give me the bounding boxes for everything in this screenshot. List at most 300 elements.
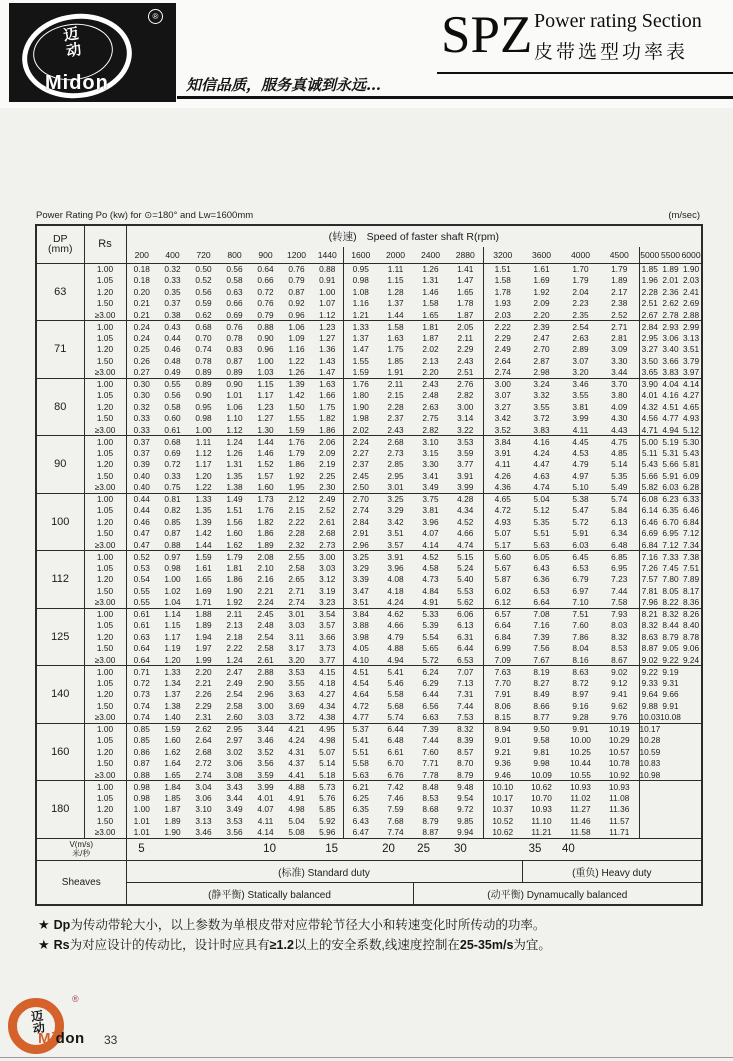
- power-value: 9.02: [600, 666, 639, 678]
- power-value: 6.02: [483, 585, 522, 597]
- power-value: 6.99: [483, 643, 522, 655]
- power-value: 0.85: [164, 516, 181, 527]
- power-value: 3.47: [343, 585, 378, 597]
- power-value: 5.58: [343, 758, 378, 770]
- power-value: 6.14: [639, 505, 660, 517]
- power-value: 0.21: [133, 309, 150, 320]
- power-value: 0.95: [195, 401, 212, 412]
- power-value: 2.13: [422, 355, 439, 366]
- power-value: 7.56: [533, 643, 550, 654]
- power-value: [639, 815, 660, 827]
- power-value: 0.89: [188, 378, 219, 390]
- power-value: 3.20: [572, 367, 589, 377]
- power-value: 0.90: [257, 332, 274, 343]
- power-value: 1.75: [319, 401, 336, 412]
- rs-value: 1.20: [84, 459, 126, 471]
- power-value: 1.76: [343, 378, 378, 390]
- power-value: 11.21: [531, 827, 552, 837]
- power-value: 10.92: [608, 769, 630, 780]
- power-value: 8.04: [572, 643, 589, 654]
- power-value: 0.64: [133, 654, 150, 665]
- power-value: 11.46: [570, 815, 591, 826]
- power-value: 3.54: [312, 608, 343, 620]
- rs-value: 1.00: [84, 551, 126, 563]
- power-value: 1.01: [133, 815, 150, 826]
- power-value: 3.07: [572, 355, 589, 366]
- power-value: 3.77: [319, 654, 336, 665]
- power-value: 8.49: [533, 689, 550, 700]
- footnote-rs: ★ Rs为对应设计的传动比，设计时应具有≥1.2以上的安全系数,线速度控制在25-35m/s为宜。: [38, 937, 551, 952]
- power-value: 0.55: [157, 378, 188, 390]
- power-value: 4.11: [483, 459, 522, 471]
- power-value: 0.56: [219, 263, 250, 275]
- power-value: 2.47: [533, 332, 550, 343]
- power-value: 1.58: [378, 321, 413, 333]
- power-value: 1.92: [226, 597, 243, 607]
- power-value: 1.59: [288, 424, 305, 435]
- power-value: 2.76: [448, 378, 483, 390]
- title-underline: [437, 72, 733, 74]
- power-value: 1.10: [226, 413, 243, 424]
- power-value: 10.00: [570, 735, 591, 746]
- power-value: 3.40: [662, 344, 679, 355]
- power-value: 2.11: [219, 608, 250, 620]
- power-value: 6.23: [660, 493, 681, 505]
- power-value: 1.60: [257, 482, 274, 492]
- power-value: 7.67: [533, 654, 550, 665]
- power-value: 5.87: [483, 574, 522, 586]
- power-value: 1.44: [195, 539, 212, 550]
- power-value: 0.69: [226, 309, 243, 320]
- power-value: 1.97: [195, 643, 212, 654]
- power-value: 2.52: [319, 505, 336, 516]
- power-value: 0.47: [133, 528, 150, 539]
- power-value: 5.84: [611, 505, 628, 516]
- power-value: 2.22: [226, 643, 243, 654]
- power-value: 8.53: [611, 643, 628, 654]
- power-value: 2.74: [195, 769, 212, 780]
- power-value: 8.63: [561, 666, 600, 678]
- power-value: 4.77: [662, 413, 679, 424]
- power-value: [681, 746, 702, 758]
- power-value: 1.99: [195, 654, 212, 665]
- power-value: 4.66: [387, 620, 404, 631]
- power-value: 0.70: [195, 332, 212, 343]
- power-value: 8.32: [448, 723, 483, 735]
- rs-value: 1.05: [84, 275, 126, 287]
- power-value: 2.72: [195, 758, 212, 769]
- power-value: 4.24: [288, 735, 305, 746]
- power-value: 3.55: [288, 677, 305, 688]
- power-value: 1.03: [257, 367, 274, 377]
- power-value: 8.87: [422, 827, 439, 837]
- power-value: 4.63: [533, 470, 550, 481]
- power-value: 1.88: [188, 608, 219, 620]
- table-row: [36, 263, 702, 275]
- power-value: 2.09: [319, 447, 336, 458]
- power-value: 5.74: [600, 493, 639, 505]
- power-value: 7.08: [522, 608, 561, 620]
- power-value: 9.85: [457, 815, 474, 826]
- power-value: 2.90: [257, 677, 274, 688]
- power-value: 9.22: [639, 666, 660, 678]
- table-row: [36, 367, 702, 379]
- power-value: [660, 792, 681, 804]
- power-value: 2.41: [682, 286, 700, 297]
- power-value: 8.57: [457, 746, 474, 757]
- power-value: 9.81: [533, 746, 550, 757]
- power-value: 1.81: [413, 321, 448, 333]
- power-value: 5.14: [611, 459, 628, 470]
- table-row: [36, 827, 702, 839]
- power-value: 2.48: [257, 620, 274, 631]
- power-value: 6.79: [572, 574, 589, 585]
- power-value: 3.14: [457, 413, 474, 424]
- power-value: 1.51: [226, 505, 243, 516]
- power-value: 1.12: [319, 309, 336, 320]
- power-value: 2.64: [483, 355, 522, 367]
- power-value: 1.62: [226, 539, 243, 550]
- power-value: 0.64: [133, 643, 150, 654]
- speed-tick: 800: [219, 247, 250, 263]
- power-value: 1.59: [157, 723, 188, 735]
- power-value: 4.93: [682, 413, 700, 424]
- power-value: 4.01: [257, 792, 274, 803]
- table-row: [36, 482, 702, 494]
- power-value: 2.43: [413, 378, 448, 390]
- speed-tick: 720: [188, 247, 219, 263]
- table-row: [36, 585, 702, 597]
- power-value: 2.63: [572, 332, 589, 343]
- table-row: [36, 470, 702, 482]
- power-value: 1.08: [343, 286, 378, 298]
- power-value: 4.94: [387, 654, 404, 665]
- rs-value: 1.00: [84, 666, 126, 678]
- power-value: 5.00: [639, 436, 660, 448]
- power-value: 0.96: [257, 344, 274, 355]
- power-value: 0.33: [133, 413, 150, 424]
- power-value: 8.77: [533, 712, 550, 722]
- power-value: 4.16: [662, 390, 679, 401]
- power-value: 0.63: [133, 631, 150, 642]
- midon-logo: [9, 3, 176, 102]
- power-value: 3.84: [343, 608, 378, 620]
- power-value: 1.90: [164, 827, 181, 837]
- velocity-value: 10: [263, 843, 276, 855]
- power-value: 9.02: [639, 654, 660, 666]
- power-value: 2.21: [257, 585, 274, 596]
- power-value: 3.03: [288, 620, 305, 631]
- rs-value: 1.20: [84, 286, 126, 298]
- power-value: 10.17: [639, 724, 660, 734]
- power-value: 6.84: [483, 631, 522, 643]
- power-value: 0.66: [257, 275, 274, 286]
- power-value: 0.72: [257, 286, 274, 297]
- table-row: [36, 378, 702, 390]
- power-value: 1.37: [164, 689, 181, 700]
- power-value: 9.54: [457, 792, 474, 803]
- power-value: 1.70: [561, 263, 600, 275]
- power-value: 4.98: [288, 804, 305, 815]
- power-value: 9.94: [457, 827, 474, 837]
- power-value: 0.98: [133, 792, 150, 803]
- power-value: 2.91: [343, 528, 378, 540]
- table-row: [36, 447, 702, 459]
- power-value: 3.80: [611, 390, 628, 401]
- power-value: 2.04: [572, 286, 589, 297]
- power-value: 8.17: [682, 585, 700, 596]
- power-value: 0.91: [319, 275, 336, 286]
- power-value: 1.11: [188, 436, 219, 448]
- power-value: 3.00: [312, 551, 343, 563]
- power-value: 1.06: [281, 321, 312, 333]
- power-value: 1.17: [257, 390, 274, 401]
- power-value: 7.70: [483, 677, 522, 689]
- power-value: 3.03: [319, 562, 336, 573]
- power-value: 3.55: [572, 390, 589, 401]
- power-value: 5.12: [533, 505, 550, 516]
- power-value: 10.59: [639, 746, 660, 757]
- power-value: 0.55: [133, 597, 150, 607]
- power-value: 6.44: [378, 723, 413, 735]
- speed-tick: 6000: [681, 247, 702, 263]
- power-value: 2.61: [257, 654, 274, 665]
- power-value: 0.69: [164, 447, 181, 458]
- power-value: 3.96: [387, 562, 404, 573]
- power-value: 4.75: [600, 436, 639, 448]
- power-value: 2.22: [288, 516, 305, 527]
- table-caption: [36, 210, 700, 221]
- power-value: 7.42: [378, 781, 413, 793]
- power-value: 11.10: [531, 815, 552, 826]
- power-value: 1.35: [226, 470, 243, 481]
- power-value: 10.93: [561, 781, 600, 793]
- power-value: 8.21: [639, 608, 660, 620]
- power-value: 3.13: [195, 815, 212, 826]
- power-value: 6.08: [639, 493, 660, 505]
- power-value: 5.73: [312, 781, 343, 793]
- speed-tick: 1440: [312, 247, 343, 263]
- power-value: 5.37: [343, 723, 378, 735]
- velocity-value: 30: [453, 843, 467, 855]
- power-value: [639, 781, 660, 793]
- power-value: 0.33: [164, 275, 181, 286]
- power-value: 10.17: [483, 792, 522, 804]
- sheaves-duty-row: [36, 860, 702, 882]
- velocity-value: 40: [561, 843, 575, 855]
- power-value: 8.27: [533, 677, 550, 688]
- power-value: 2.93: [660, 321, 681, 333]
- power-value: 0.61: [126, 608, 157, 620]
- power-value: 1.55: [288, 413, 305, 424]
- table-row: [36, 712, 702, 724]
- power-value: 10.57: [608, 746, 630, 757]
- power-value: 0.89: [195, 367, 212, 377]
- power-value: 3.30: [422, 459, 439, 470]
- power-value: 6.48: [611, 539, 628, 550]
- power-value: [660, 723, 681, 735]
- power-value: 8.79: [662, 631, 679, 642]
- power-value: 2.29: [483, 332, 522, 344]
- power-value: 1.95: [288, 482, 305, 492]
- power-value: 1.60: [226, 528, 243, 539]
- power-value: 1.00: [164, 574, 181, 585]
- power-value: 4.52: [413, 551, 448, 563]
- power-value: 0.66: [226, 298, 243, 309]
- power-value: 11.58: [570, 827, 591, 837]
- power-value: 2.47: [219, 666, 250, 678]
- power-value: 6.57: [483, 608, 522, 620]
- power-value: 2.28: [387, 401, 404, 412]
- power-value: 2.16: [257, 574, 274, 585]
- power-value: [681, 700, 702, 712]
- power-value: 5.17: [483, 539, 522, 551]
- power-value: 6.31: [457, 631, 474, 642]
- power-value: 6.46: [639, 516, 660, 528]
- power-value: 4.14: [681, 378, 702, 390]
- power-value: 4.98: [319, 735, 336, 746]
- power-value: 8.32: [660, 608, 681, 620]
- power-value: 3.46: [195, 827, 212, 837]
- power-value: 1.65: [457, 286, 474, 297]
- power-value: 2.05: [448, 321, 483, 333]
- power-value: 8.87: [639, 643, 660, 655]
- power-value: 2.84: [343, 516, 378, 528]
- power-value: 6.61: [387, 746, 404, 757]
- power-value: 0.38: [164, 309, 181, 320]
- power-value: 2.30: [319, 482, 336, 492]
- power-value: 0.50: [188, 263, 219, 275]
- power-value: 6.25: [343, 792, 378, 804]
- power-value: 1.73: [250, 493, 281, 505]
- power-value: 6.44: [422, 689, 439, 700]
- power-value: 4.74: [533, 482, 550, 492]
- power-value: 5.39: [422, 620, 439, 631]
- rs-value: 1.20: [84, 344, 126, 356]
- power-value: 0.37: [133, 447, 150, 458]
- power-value: 8.32: [611, 631, 628, 642]
- rs-value: 1.50: [84, 355, 126, 367]
- power-value: 1.59: [188, 551, 219, 563]
- power-value: 5.60: [483, 551, 522, 563]
- power-value: 9.91: [561, 723, 600, 735]
- power-value: 3.96: [422, 516, 439, 527]
- power-value: 1.42: [195, 528, 212, 539]
- power-value: 3.12: [319, 574, 336, 585]
- power-value: 1.00: [319, 286, 336, 297]
- power-value: 5.08: [288, 827, 305, 837]
- power-value: 5.12: [682, 424, 700, 435]
- power-value: 1.00: [195, 424, 212, 435]
- power-value: 3.09: [611, 344, 628, 355]
- rs-value: 1.05: [84, 620, 126, 632]
- table-row: [36, 631, 702, 643]
- rs-value: ≥3.00: [84, 654, 126, 666]
- power-value: 1.78: [483, 286, 522, 298]
- power-value: 6.63: [422, 712, 439, 722]
- power-value: 11.57: [609, 815, 630, 826]
- power-value: 7.80: [662, 574, 679, 585]
- footer-logo: [8, 994, 188, 1056]
- power-value: 9.24: [682, 654, 700, 665]
- table-row: [36, 608, 702, 620]
- power-value: 5.65: [422, 643, 439, 654]
- statically-balanced-cell: (静平衡) Statically balanced: [208, 889, 331, 901]
- power-value: 0.83: [226, 344, 243, 355]
- power-value: 5.92: [319, 815, 336, 826]
- power-value: 11.36: [609, 804, 630, 815]
- power-value: 1.23: [257, 401, 274, 412]
- table-row: [36, 781, 702, 793]
- power-value: 1.79: [288, 447, 305, 458]
- power-value: 1.57: [257, 470, 274, 481]
- power-value: 3.59: [457, 447, 474, 458]
- power-value: 1.79: [600, 263, 639, 275]
- power-value: 0.68: [157, 436, 188, 448]
- velocity-value: 20: [382, 843, 395, 855]
- power-value: 1.38: [226, 482, 243, 492]
- power-value: 3.44: [226, 792, 243, 803]
- power-value: 4.85: [611, 447, 628, 458]
- power-value: 5.63: [343, 769, 378, 781]
- power-value: 5.07: [483, 528, 522, 540]
- rs-value: 1.50: [84, 643, 126, 655]
- velocity-value: 25: [417, 843, 430, 855]
- power-value: 1.90: [226, 585, 243, 596]
- power-value: 1.46: [422, 286, 439, 297]
- power-value: 0.43: [157, 321, 188, 333]
- power-value: 2.69: [682, 298, 700, 309]
- footer-brand-english: Midon: [38, 1030, 85, 1047]
- power-value: [639, 827, 660, 839]
- power-value: 4.28: [448, 493, 483, 505]
- power-value: 7.68: [387, 815, 404, 826]
- power-value: 6.33: [681, 493, 702, 505]
- power-value: 5.72: [422, 654, 439, 665]
- power-value: 6.28: [682, 482, 700, 492]
- power-value: 3.41: [422, 470, 439, 481]
- power-value: 4.95: [312, 723, 343, 735]
- power-value: 3.42: [387, 516, 404, 527]
- power-value: 2.54: [226, 689, 243, 700]
- rs-value: 1.50: [84, 413, 126, 425]
- power-value: 2.68: [378, 436, 413, 448]
- power-value: 3.17: [288, 643, 305, 654]
- power-value: 0.30: [133, 390, 150, 401]
- velocity-scale-row: [36, 838, 702, 860]
- table-row: [36, 654, 702, 666]
- power-value: 9.16: [572, 700, 589, 711]
- power-value: 1.66: [319, 390, 336, 401]
- star-icon: ★: [38, 917, 50, 932]
- power-value: [660, 769, 681, 781]
- power-value: 0.46: [133, 516, 150, 527]
- power-value: 3.70: [600, 378, 639, 390]
- rs-value: 1.50: [84, 585, 126, 597]
- power-value: 1.56: [226, 516, 243, 527]
- power-value: 1.85: [387, 355, 404, 366]
- power-value: 5.62: [457, 597, 474, 607]
- power-value: 1.87: [457, 309, 474, 320]
- power-value: 7.57: [639, 574, 660, 586]
- power-value: 0.54: [133, 574, 150, 585]
- power-value: 3.57: [387, 539, 404, 550]
- power-value: 0.89: [226, 367, 243, 377]
- power-value: 8.66: [533, 700, 550, 711]
- power-value: [660, 781, 681, 793]
- power-value: 2.71: [288, 585, 305, 596]
- power-value: 10.83: [639, 758, 660, 769]
